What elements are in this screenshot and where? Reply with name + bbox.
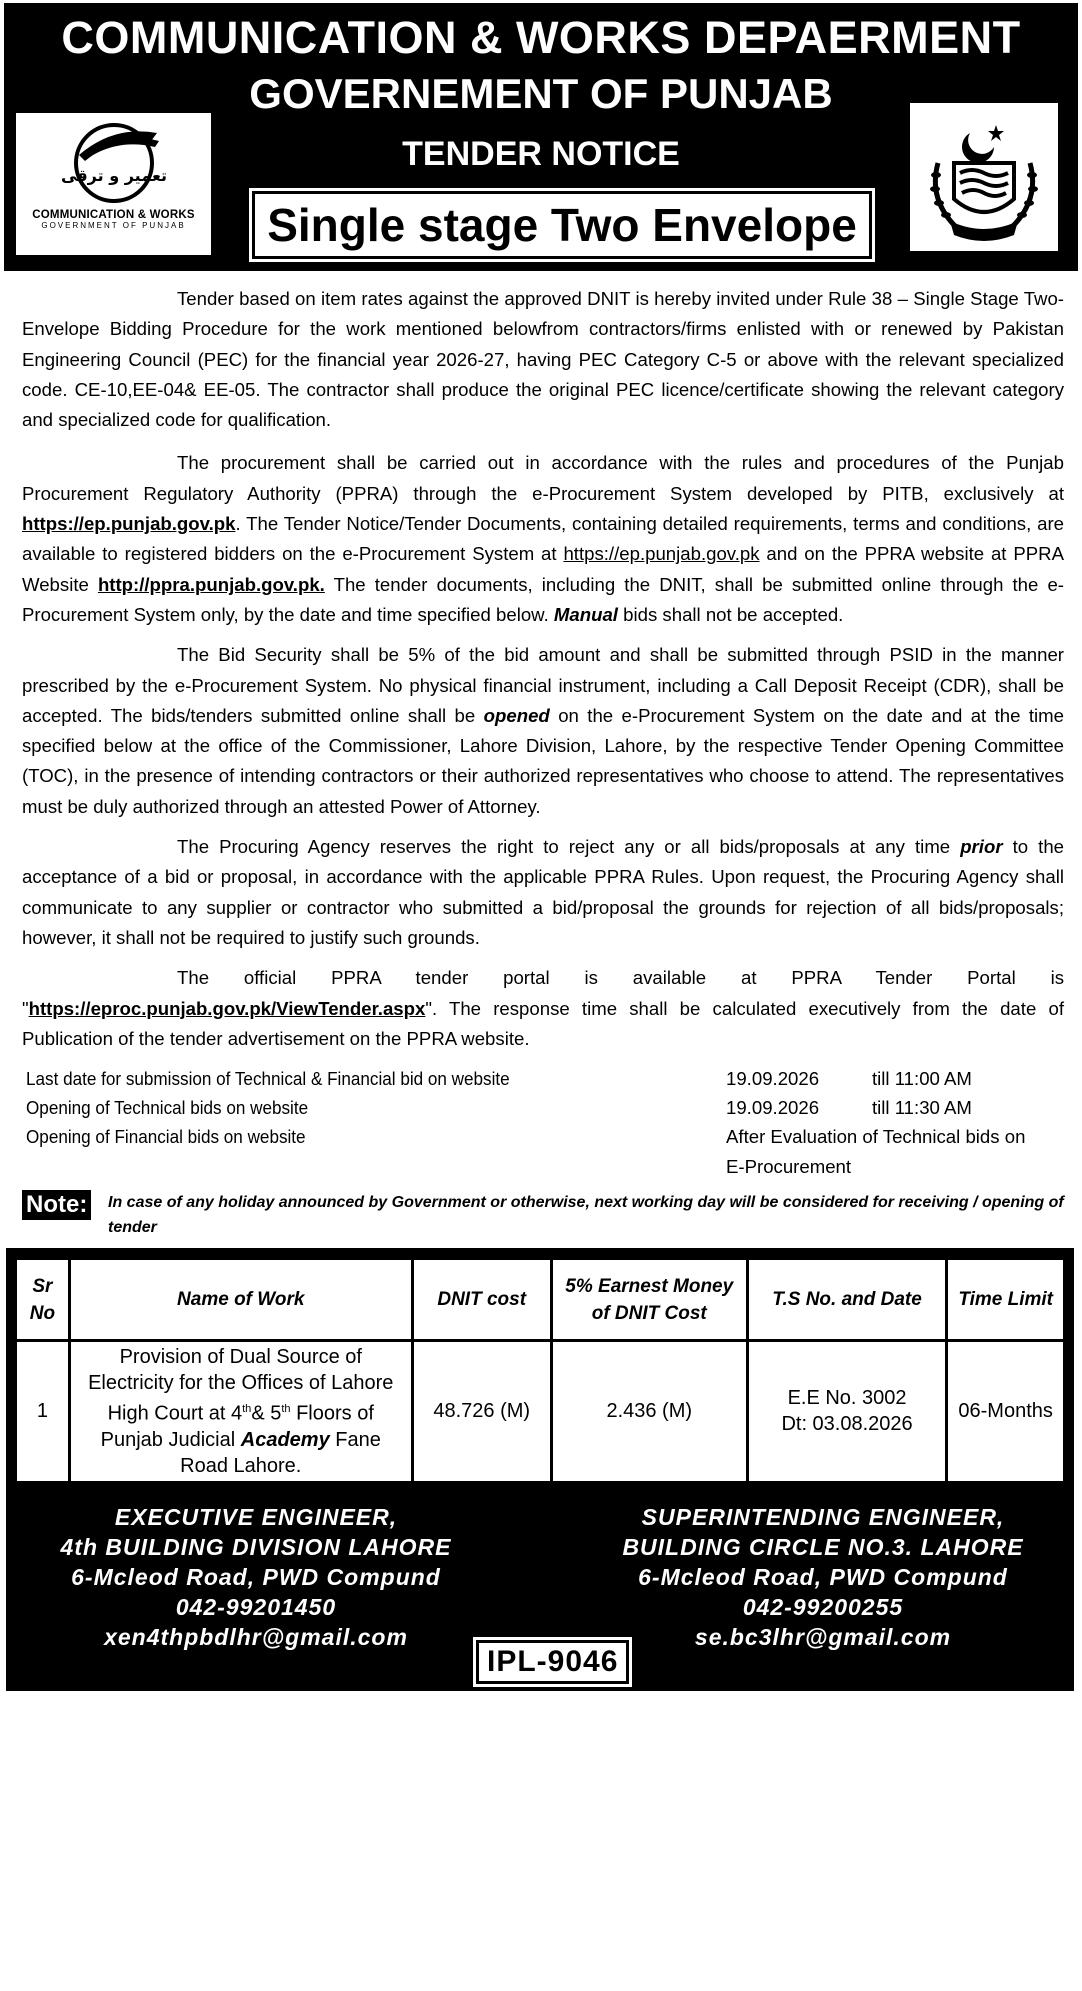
punjab-seal-icon xyxy=(910,103,1058,251)
schedule-label: Opening of Technical bids on website xyxy=(26,1097,309,1119)
se-phone: 042-99200255 xyxy=(742,1593,904,1620)
paragraph-eligibility: Tender based on item rates against the approved DNIT is hereby invited under Rule 38 – Single Stage Two-Envelope Bidding Procedure for the work mentioned belowfrom contractors/firms enlisted with or renewed by Pakistan Engineering Council (PEC) for the financial year 2026-27, having PEC Category C-5 or above with the relevant specialized code. CE-10,EE-04& EE-05. The contractor shall produce the original PEC licence/certificate showing the relevant category and specialized code for qualification. xyxy=(22,288,1064,431)
ppra-website-link[interactable]: http://ppra.punjab.gov.pk. xyxy=(97,573,325,595)
cell-dnit-cost: 48.726 (M) xyxy=(412,1341,551,1483)
se-circle: BUILDING CIRCLE NO.3. LAHORE xyxy=(622,1533,1024,1560)
ee-address: 6-Mcleod Road, PWD Compund xyxy=(71,1563,441,1590)
bid-schedule xyxy=(4,1064,1078,1182)
cell-name-of-work: Provision of Dual Source of Electricity for the Offices of Lahore High Court at 4th& 5th Floors of Punjab Judicial Academy Fane Road Lahore. xyxy=(69,1341,412,1483)
holiday-note xyxy=(4,1188,1078,1246)
schedule-time: till 11:30 AM xyxy=(872,1097,972,1119)
schedule-date: 19.09.2026 xyxy=(726,1068,820,1090)
ipl-number-badge: IPL-9046 xyxy=(476,1640,629,1684)
svg-text:تعمیر و ترقی: تعمیر و ترقی xyxy=(60,166,167,185)
cw-logo-sub: GOVERNMENT OF PUNJAB xyxy=(41,221,186,230)
schedule-label: Last date for submission of Technical & Financial bid on website xyxy=(26,1068,510,1090)
se-address: 6-Mcleod Road, PWD Compund xyxy=(638,1563,1008,1590)
header-sr-no: Sr No xyxy=(16,1259,70,1341)
ep-punjab-link-2[interactable]: https://ep.punjab.gov.pk xyxy=(563,543,760,565)
cw-department-logo xyxy=(16,113,211,255)
ee-email[interactable]: xen4thpbdlhr@gmail.com xyxy=(104,1623,408,1650)
ee-title: EXECUTIVE ENGINEER, xyxy=(114,1503,398,1530)
schedule-row-financial xyxy=(26,1122,1078,1182)
notice-footer xyxy=(6,1494,1074,1691)
eproc-portal-link[interactable]: https://eproc.punjab.gov.pk/ViewTender.aspx xyxy=(28,997,426,1019)
tender-notice-title: TENDER NOTICE xyxy=(402,135,680,173)
notice-body xyxy=(4,271,1078,1054)
paragraph-bid-security: The Bid Security shall be 5% of the bid amount and shall be submitted through PSID in the manner prescribed by the e-Procurement System. No physical financial instrument, including a Call Deposit Receipt (CDR), shall be accepted. The bids/tenders submitted online shall be opened on the e-Procurement System on the date and at the time specified below at the office of the Commissioner, Lahore Division, Lahore, by the respective Tender Opening Committee (TOC), in the presence of intending contractors or their authorized representatives who choose to attend. The representatives must be duly authorized through an attested Power of Attorney. xyxy=(22,644,1064,817)
header-name-of-work: Name of Work xyxy=(69,1259,412,1341)
superintending-engineer-block xyxy=(578,1502,1068,1652)
cell-earnest-money: 2.436 (M) xyxy=(551,1341,747,1483)
header-time-limit: Time Limit xyxy=(947,1259,1065,1341)
ep-punjab-link[interactable]: https://ep.punjab.gov.pk xyxy=(22,513,236,535)
punjab-government-seal xyxy=(910,103,1058,251)
schedule-row-technical xyxy=(26,1093,1078,1123)
executive-engineer-block xyxy=(16,1502,496,1652)
schedule-row-submission xyxy=(26,1064,1078,1094)
schedule-date: 19.09.2026 xyxy=(726,1097,820,1119)
cell-sr: 1 xyxy=(16,1341,70,1483)
ee-phone: 042-99201450 xyxy=(175,1593,337,1620)
se-email[interactable]: se.bc3lhr@gmail.com xyxy=(694,1623,952,1650)
notice-header xyxy=(4,3,1078,271)
schedule-label: Opening of Financial bids on website xyxy=(26,1126,306,1148)
procedure-box: Single stage Two Envelope xyxy=(252,191,872,259)
works-table-frame xyxy=(6,1248,1074,1494)
table-header-row xyxy=(16,1259,1065,1341)
department-title: COMMUNICATION & WORKS DEPAERMENT xyxy=(61,12,1021,63)
note-tag: Note: xyxy=(22,1190,91,1220)
schedule-time: till 11:00 AM xyxy=(872,1068,972,1090)
cw-logo-name: COMMUNICATION & WORKS xyxy=(32,209,195,221)
header-ts-no-date: T.S No. and Date xyxy=(747,1259,946,1341)
works-table xyxy=(14,1257,1066,1484)
table-row xyxy=(16,1341,1065,1483)
se-title: SUPERINTENDING ENGINEER, xyxy=(641,1503,1005,1530)
cw-emblem-icon xyxy=(59,119,169,207)
paragraph-rejection: The Procuring Agency reserves the right to reject any or all bids/proposals at any time prior to the acceptance of a bid or proposal, in accordance with the applicable PPRA Rules. Upon request, the Procuring Agency shall communicate to any supplier or contractor who submitted a bid/proposal the grounds for rejection of all bids/proposals; however, it shall not be required to justify such grounds. xyxy=(22,836,1065,948)
note-text: In case of any holiday announced by Government or otherwise, next working day will be considered for receiving / opening of tender xyxy=(108,1194,1064,1237)
header-earnest-money: 5% Earnest Money of DNIT Cost xyxy=(551,1259,747,1341)
ee-division: 4th BUILDING DIVISION LAHORE xyxy=(60,1533,452,1560)
paragraph-procurement: The procurement shall be carried out in accordance with the rules and procedures of the Punjab Procurement Regulatory Authority (PPRA) through the e-Procurement System developed by PITB, exclusively at https://ep.punjab.gov.pk. The Tender Notice/Tender Documents, containing detailed requirements, terms and conditions, are available to registered bidders on the e-Procurement System at https://ep.punjab.gov.pk and on the PPRA website at PPRA Website http://ppra.punjab.gov.pk. The tender documents, including the DNIT, shall be submitted online through the e-Procurement System only, by the date and time specified below. Manual bids shall not be accepted. xyxy=(22,452,1064,625)
government-title: GOVERNEMENT OF PUNJAB xyxy=(249,70,833,117)
header-dnit-cost: DNIT cost xyxy=(412,1259,551,1341)
schedule-after-evaluation: After Evaluation of Technical bids on E-Procurement xyxy=(726,1126,1026,1178)
paragraph-portal: The official PPRA tender portal is available at PPRA Tender Portal is "https://eproc.punjab.gov.pk/ViewTender.aspx". The response time shall be calculated executively from the date of Publication of the tender advertisement on the PPRA website. xyxy=(22,967,1064,1049)
cell-time-limit: 06-Months xyxy=(947,1341,1065,1483)
cell-ts-no-date: E.E No. 3002 Dt: 03.08.2026 xyxy=(747,1341,946,1483)
